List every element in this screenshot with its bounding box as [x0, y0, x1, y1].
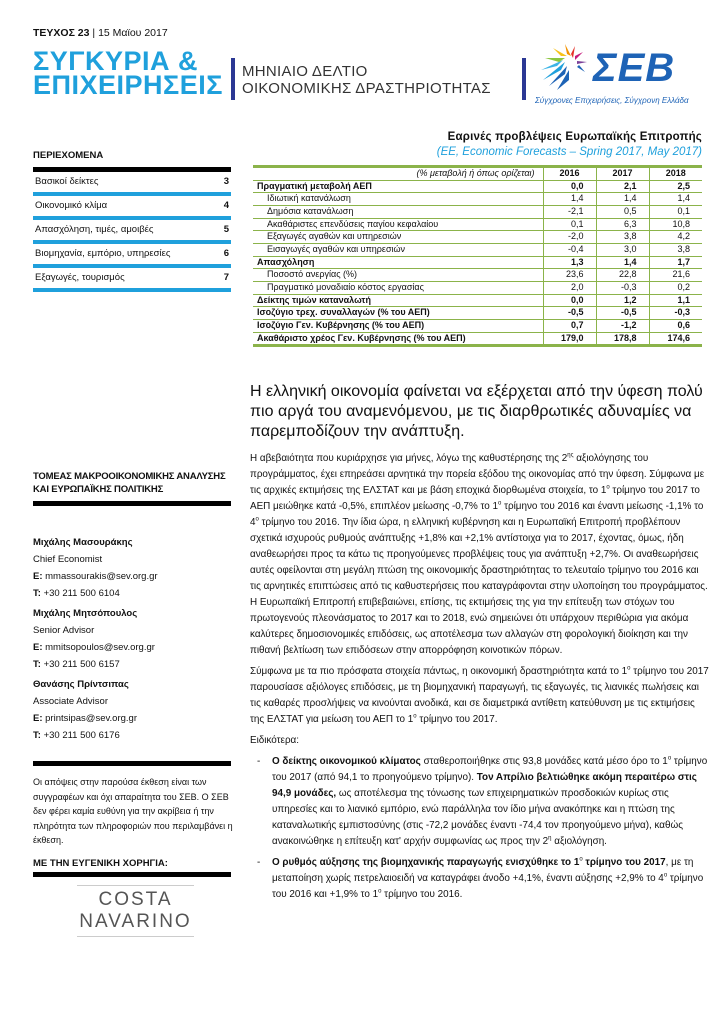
department-bar	[33, 501, 231, 506]
contact-phone-line	[33, 585, 231, 602]
table-row	[253, 243, 702, 256]
toc-item-label: Βασικοί δείκτες	[35, 175, 99, 187]
sponsor-title: ΜΕ ΤΗΝ ΕΥΓΕΝΙΚΗ ΧΟΡΗΓΙΑ:	[33, 858, 168, 869]
row-label: Πραγματικό μοναδιαίο κόστος εργασίας	[253, 282, 543, 295]
cell-value: 1,3	[543, 256, 596, 269]
row-label: Δημόσια κατανάλωση	[253, 205, 543, 218]
contact-card	[33, 605, 231, 673]
bullet-dash: -	[257, 756, 261, 767]
cell-value: 21,6	[649, 269, 702, 282]
cell-value: 22,8	[596, 269, 649, 282]
contact-email-line	[33, 639, 231, 656]
contact-phone-line	[33, 656, 231, 673]
cell-value: 3,0	[596, 243, 649, 256]
contact-card	[33, 534, 231, 602]
contact-role: Chief Economist	[33, 554, 103, 565]
toc-item[interactable]	[33, 268, 231, 292]
cell-value: 174,6	[649, 332, 702, 346]
toc-item-page: 4	[223, 199, 229, 211]
toc-title: ΠΕΡΙΕΧΟΜΕΝΑ	[33, 150, 104, 161]
publication-subtitle	[242, 63, 491, 97]
contact-name: Μιχάλης Μασουράκης	[33, 537, 133, 548]
cell-value: -0,4	[543, 243, 596, 256]
cell-value: -1,2	[596, 320, 649, 333]
email-label: E:	[33, 571, 43, 582]
phone-label: T:	[33, 588, 41, 599]
forecast-table-title: Εαρινές προβλέψεις Ευρωπαϊκής Επιτροπής	[447, 131, 702, 143]
contact-email[interactable]: mmassourakis@sev.org.gr	[45, 571, 158, 582]
year-header: 2016	[543, 167, 596, 181]
table-row	[253, 332, 702, 346]
cell-value: 0,0	[543, 180, 596, 193]
specifically-label: Ειδικότερα:	[250, 735, 300, 746]
toc-item[interactable]	[33, 196, 231, 220]
cell-value: 0,1	[543, 218, 596, 231]
row-label: Ακαθάριστες επενδύσεις παγίου κεφαλαίου	[253, 218, 543, 231]
row-label: Δείκτης τιμών καταναλωτή	[253, 294, 543, 307]
sev-logo-mark-icon	[535, 40, 595, 95]
cell-value: 1,4	[596, 256, 649, 269]
cell-value: 0,6	[649, 320, 702, 333]
cell-value: 6,3	[596, 218, 649, 231]
row-label: Εισαγωγές αγαθών και υπηρεσιών	[253, 243, 543, 256]
row-label: Ιδιωτική κατανάλωση	[253, 193, 543, 206]
row-label: Ισοζύγιο Γεν. Κυβέρνησης (% του ΑΕΠ)	[253, 320, 543, 333]
table-row	[253, 294, 702, 307]
table-header-row	[253, 167, 702, 181]
row-label: Εξαγωγές αγαθών και υπηρεσιών	[253, 231, 543, 244]
cell-value: -0,5	[543, 307, 596, 320]
issue-date: 15 Μαϊου 2017	[98, 27, 168, 39]
cell-value: 0,5	[596, 205, 649, 218]
toc-item-page: 6	[223, 247, 229, 259]
contact-email[interactable]: mmitsopoulos@sev.org.gr	[45, 642, 155, 653]
row-label: Απασχόληση	[253, 256, 543, 269]
sponsor-logo-rule	[77, 936, 194, 937]
row-label: Ποσοστό ανεργίας (%)	[253, 269, 543, 282]
issue-separator: |	[92, 27, 96, 39]
sponsor-logo-rule	[77, 885, 194, 886]
cell-value: 0,7	[543, 320, 596, 333]
cell-value: 1,2	[596, 294, 649, 307]
contact-email-line	[33, 710, 231, 727]
toc-item[interactable]	[33, 220, 231, 244]
cell-value: 1,7	[649, 256, 702, 269]
cell-value: 178,8	[596, 332, 649, 346]
cell-value: 179,0	[543, 332, 596, 346]
toc-item[interactable]	[33, 172, 231, 196]
row-label: Ακαθάριστο χρέος Γεν. Κυβέρνησης (% του ΑΕΠ)	[253, 332, 543, 346]
cell-value: -2,0	[543, 231, 596, 244]
table-row	[253, 320, 702, 333]
divider-bar	[522, 58, 526, 100]
cell-value: 10,8	[649, 218, 702, 231]
cell-value: 4,2	[649, 231, 702, 244]
contact-email-line	[33, 568, 231, 585]
subtitle-line1: ΜΗΝΙΑΙΟ ΔΕΛΤΙΟ	[242, 63, 368, 80]
toc-item-label: Εξαγωγές, τουρισμός	[35, 271, 125, 283]
cell-value: 1,1	[649, 294, 702, 307]
issue-number: ΤΕΥΧΟΣ 23	[33, 27, 90, 39]
contacts-list	[33, 534, 231, 747]
publication-title-line1: ΣΥΓΚΥΡΙΑ &	[33, 46, 198, 76]
table-row	[253, 269, 702, 282]
email-label: E:	[33, 713, 43, 724]
table-row	[253, 307, 702, 320]
sev-logo-tagline: Σύγχρονες Επιχειρήσεις, Σύγχρονη Ελλάδα	[535, 96, 689, 105]
article-paragraph: Σύμφωνα με τα πιο πρόσφατα στοιχεία πάντως, η οικονομική δραστηριότητα κατά το $1^o$ τρίμηνο του 2017 παρουσίασε αξιόλογες επιδόσεις, με τη βιομηχανική παραγωγή, τις εξαγωγές, τις λιανικές πωλήσεις και τις καθαρές προσλήψεις να κινούνται ανοδικά, και σε διαμετρικά αντίθετη κατεύθυνση με τις εκτιμήσεις της ΕΛΣΤΑΤ για μείωση του ΑΕΠ το $1^o$ τρίμηνο του 2017.	[250, 665, 709, 725]
subtitle-line2: ΟΙΚΟΝΟΜΙΚΗΣ ΔΡΑΣΤΗΡΙΟΤΗΤΑΣ	[242, 80, 491, 97]
cell-value: -0,5	[596, 307, 649, 320]
bullet-item: - Ο δείκτης οικονομικού κλίματος σταθεροποιήθηκε στις 93,8 μονάδες κατά μέσο όρο το $1^o$ τρίμηνο του 2017 (από 94,1 το προηγούμενο τρίμηνο). Τον Απρίλιο βελτιώθηκε ακόμη περαιτέρω στις 94,9 μονάδες, ως αποτέλεσμα της τόνωσης των επιχειρηματικών προσδοκιών κυρίως στις υπηρεσίες και το λιανικό εμπόριο, ενώ παράλληλα τον ίδιο μήνα ανακόπηκε και η πτώση της καταναλωτικής εμπιστοσύνης (στις -72,2 μονάδες έναντι -74,4 τον προηγούμενο μήνα), καθώς ανακοινώθηκε η επίτευξη κατ' αρχήν συμφωνίας ως προς την $2^\eta$ αξιολόγηση.	[257, 755, 708, 847]
issue-line	[33, 27, 168, 39]
disclaimer: Οι απόψεις στην παρούσα έκθεση είναι των συγγραφέων και όχι απαραίτητα του ΣΕΒ. Ο ΣΕΒ δεν φέρει καμία ευθύνη για την ακρίβεια ή την πληρότητα των πληροφοριών που περιλαμβάνει η έκθεση.	[33, 777, 233, 845]
toc-item-label: Οικονομικό κλίμα	[35, 199, 108, 211]
sponsor-logo-line2: NAVARINO	[79, 911, 192, 932]
toc-item-page: 7	[223, 271, 229, 283]
sev-logo	[535, 40, 715, 110]
toc-item[interactable]	[33, 244, 231, 268]
sponsor-logo-line1: COSTA	[98, 889, 173, 910]
divider-bar	[231, 58, 235, 100]
cell-value: 0,0	[543, 294, 596, 307]
cell-value: 2,0	[543, 282, 596, 295]
contact-email[interactable]: printsipas@sev.org.gr	[45, 713, 137, 724]
contact-role: Senior Advisor	[33, 625, 95, 636]
cell-value: -0,3	[649, 307, 702, 320]
cell-value: 2,5	[649, 180, 702, 193]
contact-role: Associate Advisor	[33, 696, 108, 707]
table-row	[253, 256, 702, 269]
forecast-table-subtitle: (EE, Economic Forecasts – Spring 2017, May 2017)	[436, 146, 702, 158]
sponsor-logo	[77, 885, 194, 937]
publication-title-line2: ΕΠΙΧΕΙΡΗΣΕΙΣ	[33, 70, 223, 100]
cell-value: -2,1	[543, 205, 596, 218]
cell-value: 23,6	[543, 269, 596, 282]
cell-value: 0,1	[649, 205, 702, 218]
row-label: Ισοζύγιο τρεχ. συναλλαγών (% του ΑΕΠ)	[253, 307, 543, 320]
year-header: 2017	[596, 167, 649, 181]
department-section	[33, 470, 231, 506]
cell-value: 1,4	[543, 193, 596, 206]
sev-logo-text: ΣΕΒ	[593, 46, 676, 90]
row-label: Πραγματική μεταβολή ΑΕΠ	[253, 180, 543, 193]
contact-phone: +30 211 500 6157	[43, 659, 120, 670]
table-row	[253, 282, 702, 295]
cell-value: 1,4	[596, 193, 649, 206]
cell-value: 3,8	[649, 243, 702, 256]
contact-phone: +30 211 500 6104	[43, 588, 120, 599]
table-row	[253, 193, 702, 206]
toc-item-label: Απασχόληση, τιμές, αμοιβές	[35, 223, 154, 235]
toc-item-label: Βιομηχανία, εμπόριο, υπηρεσίες	[35, 247, 171, 259]
toc-item-page: 3	[223, 175, 229, 187]
year-header: 2018	[649, 167, 702, 181]
table-row	[253, 218, 702, 231]
section-bar	[33, 761, 231, 766]
cell-value: 0,2	[649, 282, 702, 295]
cell-value: 2,1	[596, 180, 649, 193]
bullet-item: - Ο ρυθμός αύξησης της βιομηχανικής παραγωγής ενισχύθηκε το $1^o$ τρίμηνο του 2017, με τη μεταποίηση χωρίς πετρελαιοειδή να καταγράφει άνοδο +4,1%, έναντι αύξησης +2,9% το $4^o$ τρίμηνο του 2016 και +1,9% το $1^o$ τρίμηνο του 2016.	[257, 856, 704, 900]
unit-header: (% μεταβολή ή όπως ορίζεται)	[253, 167, 543, 181]
article-headline: Η ελληνική οικονομία φαίνεται να εξέρχεται από την ύφεση πολύ πιο αργά του αναμενόμενου, με τις διαρθρωτικές αδυναμίες να παρεμποδίζουν την ανάπτυξη.	[250, 383, 703, 440]
publication-title	[33, 46, 223, 100]
phone-label: T:	[33, 730, 41, 741]
cell-value: 3,8	[596, 231, 649, 244]
contact-phone-line	[33, 727, 231, 744]
department-title: ΤΟΜΕΑΣ ΜΑΚΡΟΟΙΚΟΝΟΜΙΚΗΣ ΑΝΑΛΥΣΗΣ ΚΑΙ ΕΥΡΩΠΑΪΚΗΣ ΠΟΛΙΤΙΚΗΣ	[33, 471, 226, 495]
cell-value: 1,4	[649, 193, 702, 206]
article-paragraph: Η αβεβαιότητα που κυριάρχησε για μήνες, λόγω της καθυστέρησης της $2^{\eta\varsigma}$ αξιολόγησης του προγράμματος, έχει επηρεάσει αρνητικά την πορεία εξόδου της οικονομίας από την ύφεση. Σύμφωνα με τις αρχικές εκτιμήσεις της ΕΛΣΤΑΤ και με βάση εποχικά διορθωμένα στοιχεία, το $1^o$ τρίμηνο του 2017 το ΑΕΠ μειώθηκε κατά -0,5%, επιπλέον μείωσης -0,7% το $1^o$ τρίμηνο του 2016 και έναντι μείωσης -1,1% το $4^o$ τρίμηνο του 2016. Την ίδια ώρα, η ελληνική κυβέρνηση και η Ευρωπαϊκή Επιτροπή προβλέπουν σχετικά ισχυρούς ρυθμούς ανάπτυξης +1,8% και +2,1% αντίστοιχα για το 2017, έχοντας, όμως, ήδη αναθεωρήσει προς τα κάτω τις προηγούμενες προβλέψεις τους για ανάπτυξη +2,7%. Οι αναθεωρήσεις αυτές οφείλονται στη μεγάλη πτώση της οικονομικής δραστηριότητας το τελευταίο τρίμηνο του 2016 και τις αρνητικές επιπτώσεις από τις καθυστερήσεις που καταγράφονται στην υλοποίηση του προγράμματος. Η Ευρωπαϊκή Επιτροπή επιβεβαιώνει, επίσης, τις εκτιμήσεις της για την επίτευξη των στόχων του πρωτογενούς πλεονάσματος το 2017 και το 2018, ενώ σημειώνει ότι υπάρχουν περιθώρια για ακόμα καλύτερες δημοσιονομικές επιδόσεις, ως αποτέλεσμα των αλλαγών στη φορολογική διοίκηση και την πιθανή βελτίωση των επιδόσεων στην απορρόφηση κοινοτικών πόρων.	[250, 452, 708, 656]
toc-item-page: 5	[223, 223, 229, 235]
article-body	[250, 451, 710, 908]
section-bar	[33, 872, 231, 877]
cell-value: -0,3	[596, 282, 649, 295]
table-of-contents	[33, 150, 231, 292]
table-row	[253, 205, 702, 218]
bullet-dash: -	[257, 857, 261, 868]
table-row	[253, 231, 702, 244]
bullet-list	[250, 754, 710, 903]
contact-name: Μιχάλης Μητσόπουλος	[33, 608, 138, 619]
email-label: E:	[33, 642, 43, 653]
contact-name: Θανάσης Πρίντσιπας	[33, 679, 129, 690]
contact-card	[33, 676, 231, 744]
contact-phone: +30 211 500 6176	[43, 730, 120, 741]
table-row	[253, 180, 702, 193]
phone-label: T:	[33, 659, 41, 670]
forecast-table	[253, 165, 702, 347]
